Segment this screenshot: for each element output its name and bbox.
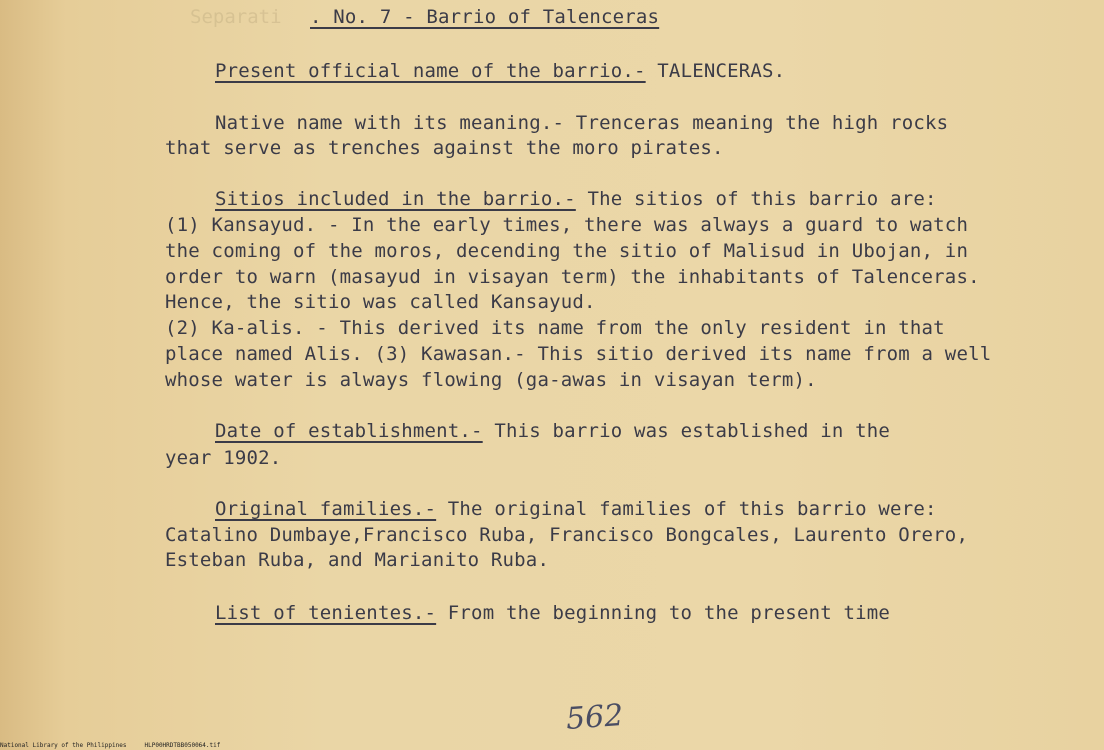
document-title: . No. 7 - Barrio of Talenceras xyxy=(310,6,660,28)
text-line: (1) Kansayud. - In the early times, there was always a guard to watch xyxy=(165,214,969,236)
text-line: order to warn (masayud in visayan term) the inhabitants of Talenceras. xyxy=(165,266,980,288)
families-intro: The original families of this barrio were: xyxy=(436,498,937,520)
text-line: whose water is always flowing (ga-awas in visayan term). xyxy=(165,369,817,391)
official-name-value: TALENCERAS. xyxy=(645,60,786,82)
handwritten-page-number: 562 xyxy=(564,698,625,737)
text-line: Hence, the sitio was called Kansayud. xyxy=(165,291,596,313)
text-line: the coming of the moros, decending the sitio of Malisud in Ubojan, in xyxy=(165,240,969,262)
heading-families: Original families.- xyxy=(215,498,437,520)
section-official-name xyxy=(215,60,785,82)
scan-footer: National Library of the Philippines HLP00HRDTBB050064.tif xyxy=(0,742,221,749)
section-tenientes xyxy=(215,602,890,624)
text-line: Catalino Dumbaye,Francisco Ruba, Francisco Bongcales, Laurento Orero, xyxy=(165,524,969,546)
text-line: Native name with its meaning.- Trenceras meaning the high rocks xyxy=(215,112,949,134)
section-sitios xyxy=(215,188,937,210)
sitios-intro: The sitios of this barrio are: xyxy=(575,188,937,210)
heading-sitios: Sitios included in the barrio.- xyxy=(215,188,576,210)
heading-tenientes: List of tenientes.- xyxy=(215,602,437,624)
heading-establishment: Date of establishment.- xyxy=(215,420,483,442)
bleed-through-text: Separati xyxy=(190,6,282,28)
text-line: Esteban Ruba, and Marianito Ruba. xyxy=(165,549,550,571)
section-families xyxy=(215,498,937,520)
text-line: that serve as trenches against the moro pirates. xyxy=(165,137,724,159)
section-establishment xyxy=(215,420,890,442)
text-line: place named Alis. (3) Kawasan.- This sitio derived its name from a well xyxy=(165,343,992,365)
text-line: year 1902. xyxy=(165,447,282,469)
tenientes-intro: From the beginning to the present time xyxy=(436,602,891,624)
text-line: (2) Ka-alis. - This derived its name from the only resident in that xyxy=(165,317,945,339)
establishment-text: This barrio was established in the xyxy=(482,420,891,442)
heading-official-name: Present official name of the barrio.- xyxy=(215,60,646,82)
